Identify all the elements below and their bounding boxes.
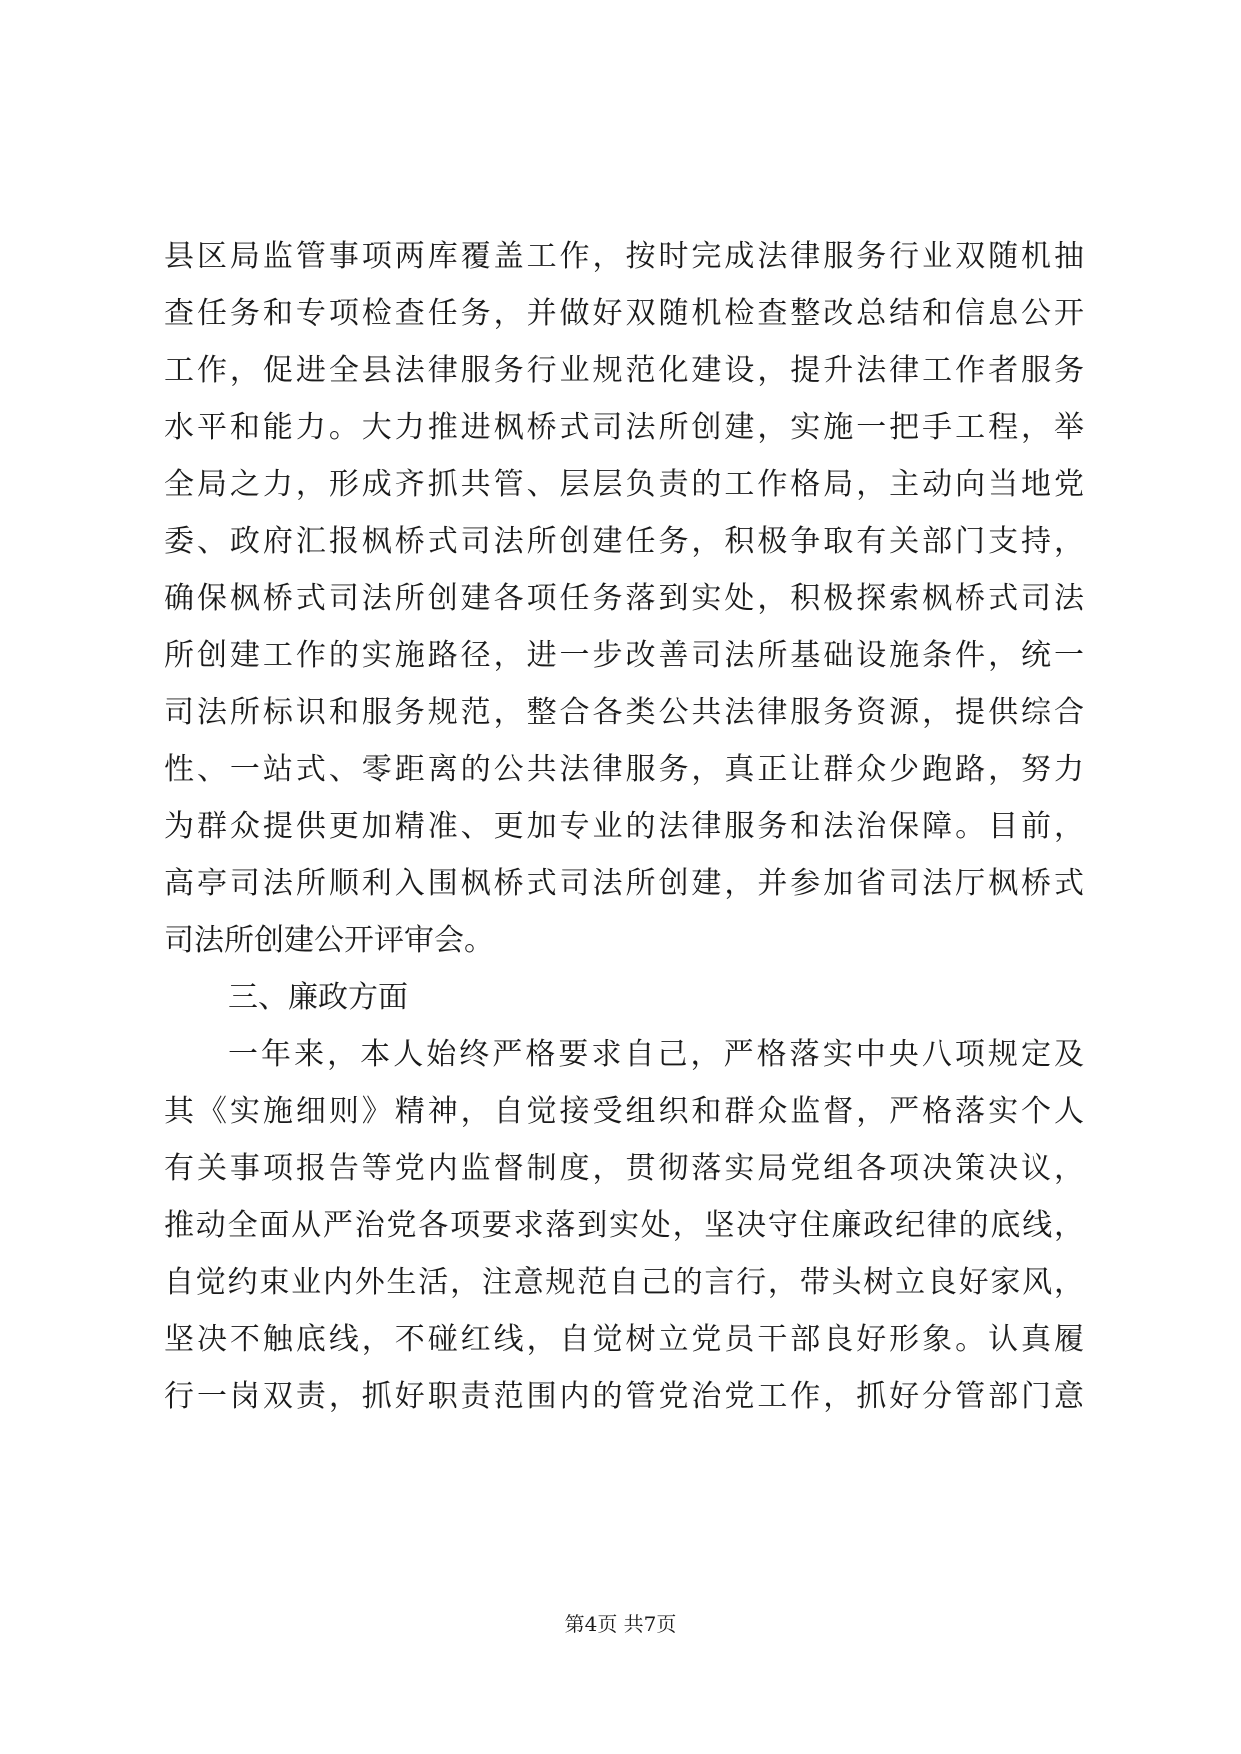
text-line: 全局之力，形成齐抓共管、层层负责的工作格局，主动向当地党	[164, 467, 1084, 502]
text-line: 高亭司法所顺利入围枫桥式司法所创建，并参加省司法厅枫桥式	[164, 866, 1084, 901]
text-line: 司法所标识和服务规范，整合各类公共法律服务资源，提供综合	[164, 695, 1084, 730]
text-line: 工作，促进全县法律服务行业规范化建设，提升法律工作者服务	[164, 353, 1084, 388]
text-line: 坚决不触底线，不碰红线，自觉树立党员干部良好形象。认真履	[164, 1322, 1084, 1357]
text-line: 一年来，本人始终严格要求自己，严格落实中央八项规定及	[228, 1037, 1084, 1072]
text-line: 县区局监管事项两库覆盖工作，按时完成法律服务行业双随机抽	[164, 239, 1084, 274]
text-line: 确保枫桥式司法所创建各项任务落到实处，积极探索枫桥式司法	[164, 581, 1084, 616]
page-number-label: 第4页 共7页	[564, 1612, 677, 1636]
text-line: 为群众提供更加精准、更加专业的法律服务和法治保障。目前，	[164, 809, 1084, 844]
text-line: 行一岗双责，抓好职责范围内的管党治党工作，抓好分管部门意	[164, 1379, 1084, 1414]
page-footer	[0, 1608, 1241, 1637]
text-line: 查任务和专项检查任务，并做好双随机检查整改总结和信息公开	[164, 296, 1084, 331]
document-body	[164, 228, 1084, 1425]
text-line: 其《实施细则》精神，自觉接受组织和群众监督，严格落实个人	[164, 1094, 1084, 1129]
text-line: 所创建工作的实施路径，进一步改善司法所基础设施条件，统一	[164, 638, 1084, 673]
text-line: 有关事项报告等党内监督制度，贯彻落实局党组各项决策决议，	[164, 1151, 1084, 1186]
section-heading: 三、廉政方面	[228, 980, 408, 1015]
text-line: 委、政府汇报枫桥式司法所创建任务，积极争取有关部门支持，	[164, 524, 1084, 559]
text-line: 自觉约束业内外生活，注意规范自己的言行，带头树立良好家风，	[164, 1265, 1084, 1300]
text-line: 推动全面从严治党各项要求落到实处，坚决守住廉政纪律的底线，	[164, 1208, 1084, 1243]
text-line: 性、一站式、零距离的公共法律服务，真正让群众少跑路，努力	[164, 752, 1084, 787]
text-line: 水平和能力。大力推进枫桥式司法所创建，实施一把手工程，举	[164, 410, 1084, 445]
text-line: 司法所创建公开评审会。	[164, 923, 494, 958]
